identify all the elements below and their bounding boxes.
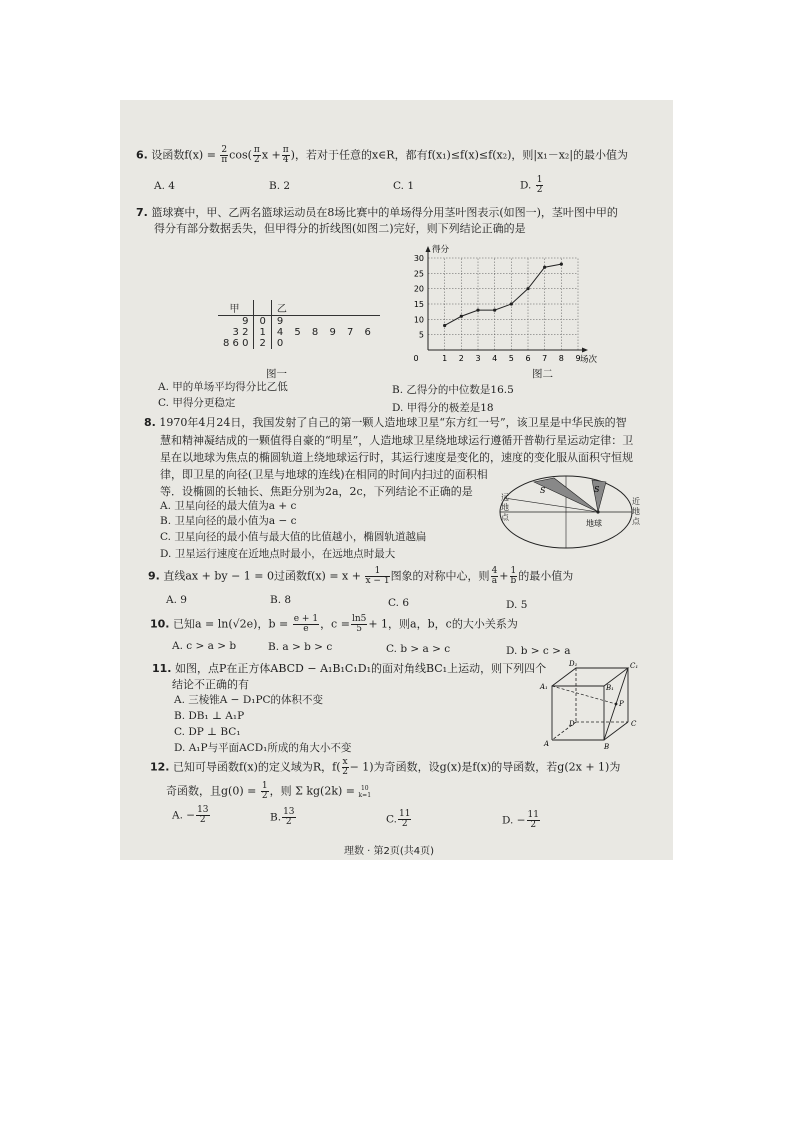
option-a: A. c > a > b: [172, 640, 237, 652]
stem-leaf-left: 9: [242, 316, 249, 327]
option-b: [270, 808, 297, 827]
data-point: [476, 309, 479, 312]
question-6: [136, 146, 628, 165]
area-label: S: [594, 485, 600, 494]
fraction: [261, 782, 269, 801]
stem-leaf-head-mid: [253, 300, 271, 316]
stem-leaf-head-right: 乙: [272, 300, 380, 316]
earth-dot: [596, 510, 599, 513]
question-number: 11.: [152, 662, 172, 675]
option-label: C.: [386, 813, 397, 826]
question-12-line-2: [166, 782, 371, 801]
question-12: [150, 758, 620, 777]
x-axis-label: 场次: [580, 355, 598, 365]
y-tick-label: 5: [418, 330, 424, 340]
numerator: 1: [365, 567, 389, 577]
y-axis-arrow: [426, 246, 431, 252]
fraction: [536, 176, 544, 195]
far-point-label: 远地点: [501, 493, 509, 522]
data-point: [543, 266, 546, 269]
near-point-label: 近地点: [632, 497, 640, 526]
fraction: [282, 808, 295, 827]
question-text: − 1)为奇函数，设g(x)是f(x)的导函数，若g(2x + 1)为: [349, 760, 621, 774]
vertex-label: D₁: [569, 660, 578, 668]
data-point: [510, 302, 513, 305]
numerator: 13: [197, 805, 209, 815]
question-text: 结论不正确的有: [172, 678, 249, 691]
option-b: B. 乙得分的中位数是16.5: [392, 384, 514, 396]
numerator: 11: [527, 810, 539, 820]
question-number: 7.: [136, 206, 148, 219]
x-tick-label: 2: [458, 354, 464, 363]
numerator: x: [342, 757, 348, 767]
numerator: 1: [536, 175, 543, 185]
cube-figure: [536, 660, 648, 752]
option-label: A. −: [172, 809, 196, 822]
question-text: 得分有部分数据丢失，但甲得分的折线图(如图二)完好，则下列结论正确的是: [154, 222, 526, 235]
option-c: C. b > a > c: [386, 643, 451, 655]
option-d: D. b > c > a: [506, 645, 571, 657]
question-text: 的最小值为: [518, 569, 574, 583]
denominator: π: [221, 155, 228, 165]
x-tick-label: 8: [558, 354, 564, 363]
option-label: B.: [270, 811, 282, 824]
option-c: C. 卫星向径的最小值与最大值的比值越小，椭圆轨道越扁: [160, 531, 427, 543]
numerator: 1: [510, 566, 517, 576]
numerator: e + 1: [293, 614, 319, 624]
denominator: 2: [536, 185, 543, 195]
question-text: 直线ax + by − 1 = 0过函数f(x) = x +: [163, 569, 361, 583]
denominator: a: [491, 576, 498, 586]
y-tick-label: 30: [413, 254, 424, 263]
fraction: [253, 146, 261, 165]
question-text: 慧和精神凝结成的一颗值得自豪的“明星”，人造地球卫星绕地球运行遵循开普勒行星运动定律：卫: [160, 434, 634, 447]
question-text: 星在以地球为焦点的椭圆轨道上绕地球运行时，其运行速度是变化的，速度的变化服从面积守恒规: [160, 451, 633, 464]
stem-leaf-stem: 1: [253, 327, 271, 338]
denominator: x − 1: [365, 576, 390, 586]
numerator: 4: [491, 566, 498, 576]
y-tick-label: 20: [413, 284, 424, 294]
x-tick-label: 7: [542, 354, 548, 363]
denominator: 2: [530, 820, 537, 830]
vertex-label: D: [569, 720, 575, 728]
numerator: ln5: [351, 614, 367, 624]
option-b: B. a > b > c: [268, 641, 333, 653]
denominator: 4: [282, 155, 289, 165]
x-tick-label: 0: [413, 354, 419, 363]
question-8: [144, 416, 627, 429]
question-text: 设函数f(x) =: [151, 148, 216, 162]
question-text: x +: [261, 148, 281, 162]
vertex-label: P: [619, 700, 624, 708]
fraction: [220, 146, 228, 165]
cube-front-face: [552, 686, 604, 740]
data-point: [526, 287, 529, 290]
fraction: [351, 615, 367, 634]
denominator: 2: [261, 791, 268, 801]
vertex-label: B: [604, 743, 610, 751]
option-c: C. 甲得分更稳定: [158, 397, 236, 409]
question-10: [150, 615, 518, 634]
option-d: D. 卫星运行速度在近地点时最小，在远地点时最大: [160, 548, 396, 560]
option-a: [172, 806, 211, 825]
numerator: 11: [399, 809, 411, 819]
fraction: [282, 146, 290, 165]
fraction: [398, 810, 411, 829]
option-d: D. A₁P与平面ACD₁所成的角大小不变: [174, 742, 352, 754]
option-c: [386, 810, 412, 829]
option-d: D. 5: [506, 599, 528, 611]
option-d: [502, 811, 541, 830]
question-text: +: [499, 569, 509, 583]
question-number: 12.: [150, 760, 170, 774]
question-number: 10.: [150, 617, 170, 631]
x-tick-label: 6: [525, 354, 531, 363]
fraction: [293, 615, 319, 634]
numerator: 2: [221, 145, 228, 155]
denominator: e: [303, 624, 309, 634]
question-text: 如图，点P在正方体ABCD − A₁B₁C₁D₁的面对角线BC₁上运动，则下列四个: [175, 662, 547, 675]
x-tick-label: 3: [475, 354, 481, 363]
question-text: )，若对于任意的x∈R，都有f(x₁)≤f(x)≤f(x₂)，则|x₁－x₂|的最小值为: [290, 148, 629, 162]
numerator: π: [253, 145, 260, 155]
exam-sheet: [120, 100, 673, 860]
stem-leaf-stem: 2: [253, 338, 271, 349]
question-7: [136, 206, 618, 219]
option-label: D.: [520, 179, 532, 192]
question-number: 9.: [148, 569, 160, 583]
question-9: [148, 567, 573, 586]
option-d: [520, 176, 544, 195]
question-text: 等．设椭圆的长轴长、焦距分别为2a，2c，下列结论不正确的是: [160, 485, 473, 498]
x-tick-label: 4: [492, 354, 498, 363]
denominator: 2: [285, 817, 292, 827]
option-label: D. −: [502, 814, 526, 827]
question-text: 奇函数，且g(0) =: [166, 784, 257, 798]
figure-caption: 图一: [266, 368, 287, 380]
option-c: C. 1: [393, 180, 415, 192]
vertex-label: C: [631, 720, 637, 728]
page-footer: 理数 · 第2页(共4页): [344, 846, 435, 857]
stem-leaf-head-left: 甲: [218, 300, 253, 316]
question-text: ，则 Σ kg(2k) =: [269, 784, 356, 798]
denominator: 2: [199, 815, 206, 825]
fraction: [196, 806, 209, 825]
option-a: A. 卫星向径的最大值为a + c: [160, 500, 297, 512]
vertex-label: A: [544, 740, 550, 748]
denominator: 2: [401, 819, 408, 829]
fraction: [510, 567, 518, 586]
option-b: B. 8: [270, 594, 292, 606]
fraction: [527, 811, 540, 830]
fraction: [342, 758, 349, 777]
question-text: 篮球赛中，甲、乙两名篮球运动员在8场比赛中的单场得分用茎叶图表示(如图一)，茎叶图中甲的: [151, 206, 618, 219]
question-text: 律，即卫星的向径(卫星与地球的连线)在相同的时间内扫过的面积相: [160, 468, 488, 481]
stem-leaf-right: 0: [276, 338, 288, 349]
vertex-label: A₁: [540, 683, 548, 691]
question-number: 6.: [136, 148, 148, 162]
data-point: [460, 315, 463, 318]
fraction: [365, 567, 389, 586]
option-c: C. DP ⊥ BC₁: [174, 726, 241, 738]
denominator: 2: [253, 155, 260, 165]
line-chart: [402, 238, 602, 368]
question-text: 已知可导函数f(x)的定义域为R，f(: [173, 760, 341, 774]
stem-leaf-stem: 0: [253, 316, 271, 327]
numerator: 1: [261, 781, 268, 791]
stem-leaf-left: 8 6 0: [223, 338, 249, 349]
denominator: b: [510, 576, 517, 586]
option-b: B. 2: [269, 180, 291, 192]
data-point: [493, 309, 496, 312]
area-label: S: [540, 486, 546, 495]
x-tick-label: 9: [575, 354, 581, 363]
stem-leaf-plot: [218, 300, 380, 349]
question-text: cos(: [229, 148, 252, 162]
sum-lower-limit: k=1: [358, 791, 372, 799]
numerator: π: [282, 145, 289, 155]
y-tick-label: 15: [413, 300, 424, 309]
sum-upper-limit: 10: [360, 784, 369, 792]
question-text: ，c =: [320, 617, 350, 631]
denominator: 5: [356, 624, 362, 634]
stem-leaf-right: 4 5 8 9 7 6: [276, 327, 375, 338]
denominator: 2: [342, 767, 348, 777]
cube-top-face: [552, 668, 628, 686]
stem-leaf-table: [218, 300, 380, 349]
y-axis-label: 得分: [432, 245, 450, 255]
x-tick-label: 5: [508, 354, 514, 363]
y-tick-label: 25: [413, 269, 424, 279]
stem-leaf-right: 9: [276, 316, 288, 327]
question-text: 已知a = ln(√2e)，b =: [173, 617, 289, 631]
option-a: A. 三棱锥A − D₁PC的体积不变: [174, 694, 324, 706]
figure-caption: 图二: [532, 368, 553, 380]
option-a: A. 4: [154, 180, 175, 192]
question-text: + 1，则a，b，c的大小关系为: [368, 617, 518, 631]
summation-limits: [359, 785, 371, 799]
question-number: 8.: [144, 416, 156, 429]
vertex-label: C₁: [630, 662, 639, 670]
option-c: C. 6: [388, 597, 410, 609]
y-tick-label: 10: [413, 315, 424, 325]
fraction: [491, 567, 499, 586]
option-b: B. 卫星向径的最小值为a − c: [160, 515, 297, 527]
point-p: [615, 703, 618, 706]
data-point: [560, 263, 563, 266]
option-a: A. 甲的单场平均得分比乙低: [158, 381, 288, 393]
x-axis-arrow: [582, 348, 588, 353]
numerator: 13: [283, 807, 295, 817]
question-11: [152, 662, 546, 675]
cube-edge: [604, 722, 628, 740]
x-tick-label: 1: [442, 354, 448, 363]
option-a: A. 9: [166, 594, 187, 606]
vertex-label: B₁: [606, 684, 614, 692]
option-d: D. 甲得分的极差是18: [392, 402, 494, 414]
data-point: [443, 324, 446, 327]
option-b: B. DB₁ ⊥ A₁P: [174, 710, 245, 722]
stem-leaf-left: 3 2: [232, 327, 249, 338]
question-text: 图象的对称中心，则: [390, 569, 490, 583]
question-text: 1970年4月24日，我国发射了自己的第一颗人造地球卫星“东方红一号”，该卫星是中华民族的智: [159, 416, 627, 429]
earth-label: 地球: [586, 519, 602, 528]
